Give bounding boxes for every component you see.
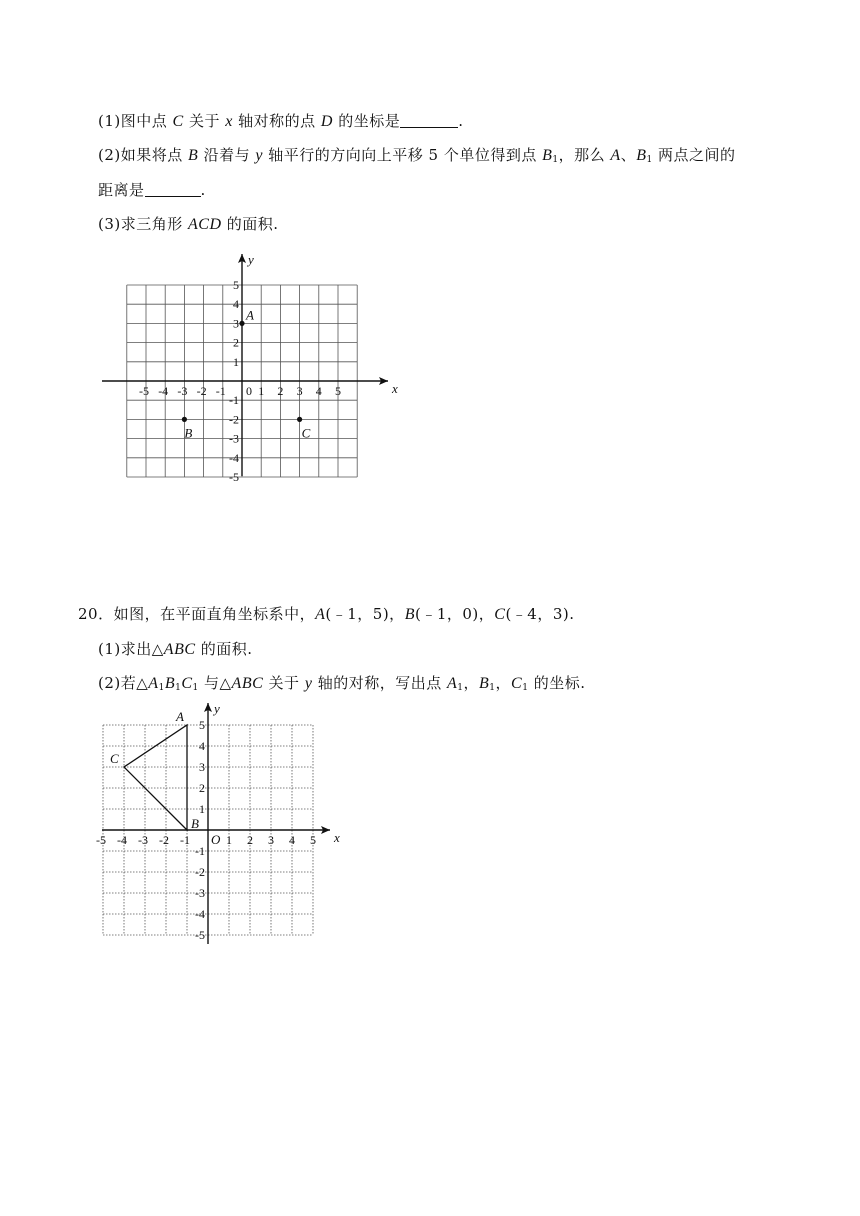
point-label-b: B [191, 816, 199, 831]
x-tick-label: 1 [226, 833, 232, 847]
y-tick-label: -1 [195, 844, 205, 858]
y-axis-label: y [214, 701, 220, 716]
answer-blank[interactable] [400, 113, 458, 128]
y-tick-label: -2 [229, 412, 239, 427]
x-tick-label: 5 [310, 833, 316, 847]
point-c [297, 417, 302, 422]
x-axis-label: x [334, 830, 340, 845]
q20-part1: (1)求出△ABC 的面积. [98, 640, 253, 658]
x-tick-label: -3 [138, 833, 148, 847]
y-tick-label: 2 [199, 781, 205, 795]
y-tick-label: -4 [229, 450, 239, 465]
y-tick-label: 4 [233, 297, 239, 312]
x-tick-label: -4 [117, 833, 127, 847]
x-tick-label: 4 [289, 833, 295, 847]
point-label-c: C [110, 751, 119, 766]
origin-label: O [211, 832, 221, 847]
x-tick-label: 1 [258, 384, 265, 398]
q19-part2: (2)如果将点 B 沿着与 y 轴平行的方向向上平移 5 个单位得到点 $B_1$，那么 A、$B_1$ 两点之间的 [98, 146, 736, 165]
x-tick-label: -1 [215, 384, 226, 398]
y-axis-arrow-icon [238, 254, 246, 263]
y-tick-label: -5 [229, 470, 239, 484]
x-tick-label: -2 [196, 384, 207, 398]
y-tick-label: 5 [199, 718, 205, 732]
x-tick-label: 2 [277, 384, 284, 398]
y-tick-label: -3 [229, 431, 239, 446]
x-tick-label: 2 [247, 833, 253, 847]
y-tick-label: 2 [233, 335, 239, 350]
y-tick-label: -3 [195, 886, 205, 900]
triangle-abc [124, 725, 187, 830]
x-tick-label: 3 [296, 384, 303, 398]
point-label-a: A [246, 307, 254, 323]
y-tick-label: 1 [233, 354, 239, 369]
point-label-a: A [176, 709, 184, 724]
x-tick-label: -5 [96, 833, 106, 847]
x-tick-label: -2 [159, 833, 169, 847]
x-tick-label: 3 [268, 833, 274, 847]
point-label-b: B [184, 425, 193, 441]
x-axis-label: x [392, 381, 398, 396]
x-tick-label: 5 [335, 384, 341, 398]
y-tick-label: 3 [233, 316, 239, 331]
y-axis-label: y [248, 252, 254, 267]
point-label-c: C [301, 425, 311, 441]
x-tick-label: -4 [158, 384, 169, 398]
y-tick-label: -4 [195, 907, 205, 921]
y-axis-arrow-icon [204, 703, 212, 712]
point-b [182, 417, 187, 422]
x-tick-label: 4 [315, 384, 322, 398]
x-axis-arrow-icon [379, 377, 388, 385]
x-tick-label: -3 [177, 384, 188, 398]
y-tick-label: -1 [229, 393, 239, 408]
q20-stem: 20．如图，在平面直角坐标系中，A(﹣1，5)，B(﹣1，0)，C(﹣4，3). [78, 605, 575, 623]
q19-part2-line2: 距离是 . [98, 181, 206, 199]
y-tick-label: 5 [233, 278, 239, 292]
y-tick-label: -2 [195, 865, 205, 879]
q19-part1: (1)图中点 C 关于 x 轴对称的点 D 的坐标是 . [98, 112, 464, 130]
q19-part3: (3)求三角形 ACD 的面积. [98, 215, 279, 233]
q20-part2: (2)若$\triangle A_1B_1C_1$ 与△ABC 关于 y 轴的对称，写出点 $A_1$，$B_1$，$C_1$ 的坐标. [98, 674, 586, 693]
origin-label: 0 [246, 384, 252, 398]
y-tick-label: 1 [199, 802, 205, 816]
x-axis-arrow-icon [321, 826, 330, 834]
x-tick-label: -1 [180, 833, 190, 847]
point-a [239, 321, 244, 326]
x-tick-label: -5 [139, 384, 149, 398]
answer-blank[interactable] [145, 182, 201, 197]
y-tick-label: -5 [195, 928, 205, 942]
y-tick-label: 4 [199, 739, 205, 753]
y-tick-label: 3 [199, 760, 205, 774]
